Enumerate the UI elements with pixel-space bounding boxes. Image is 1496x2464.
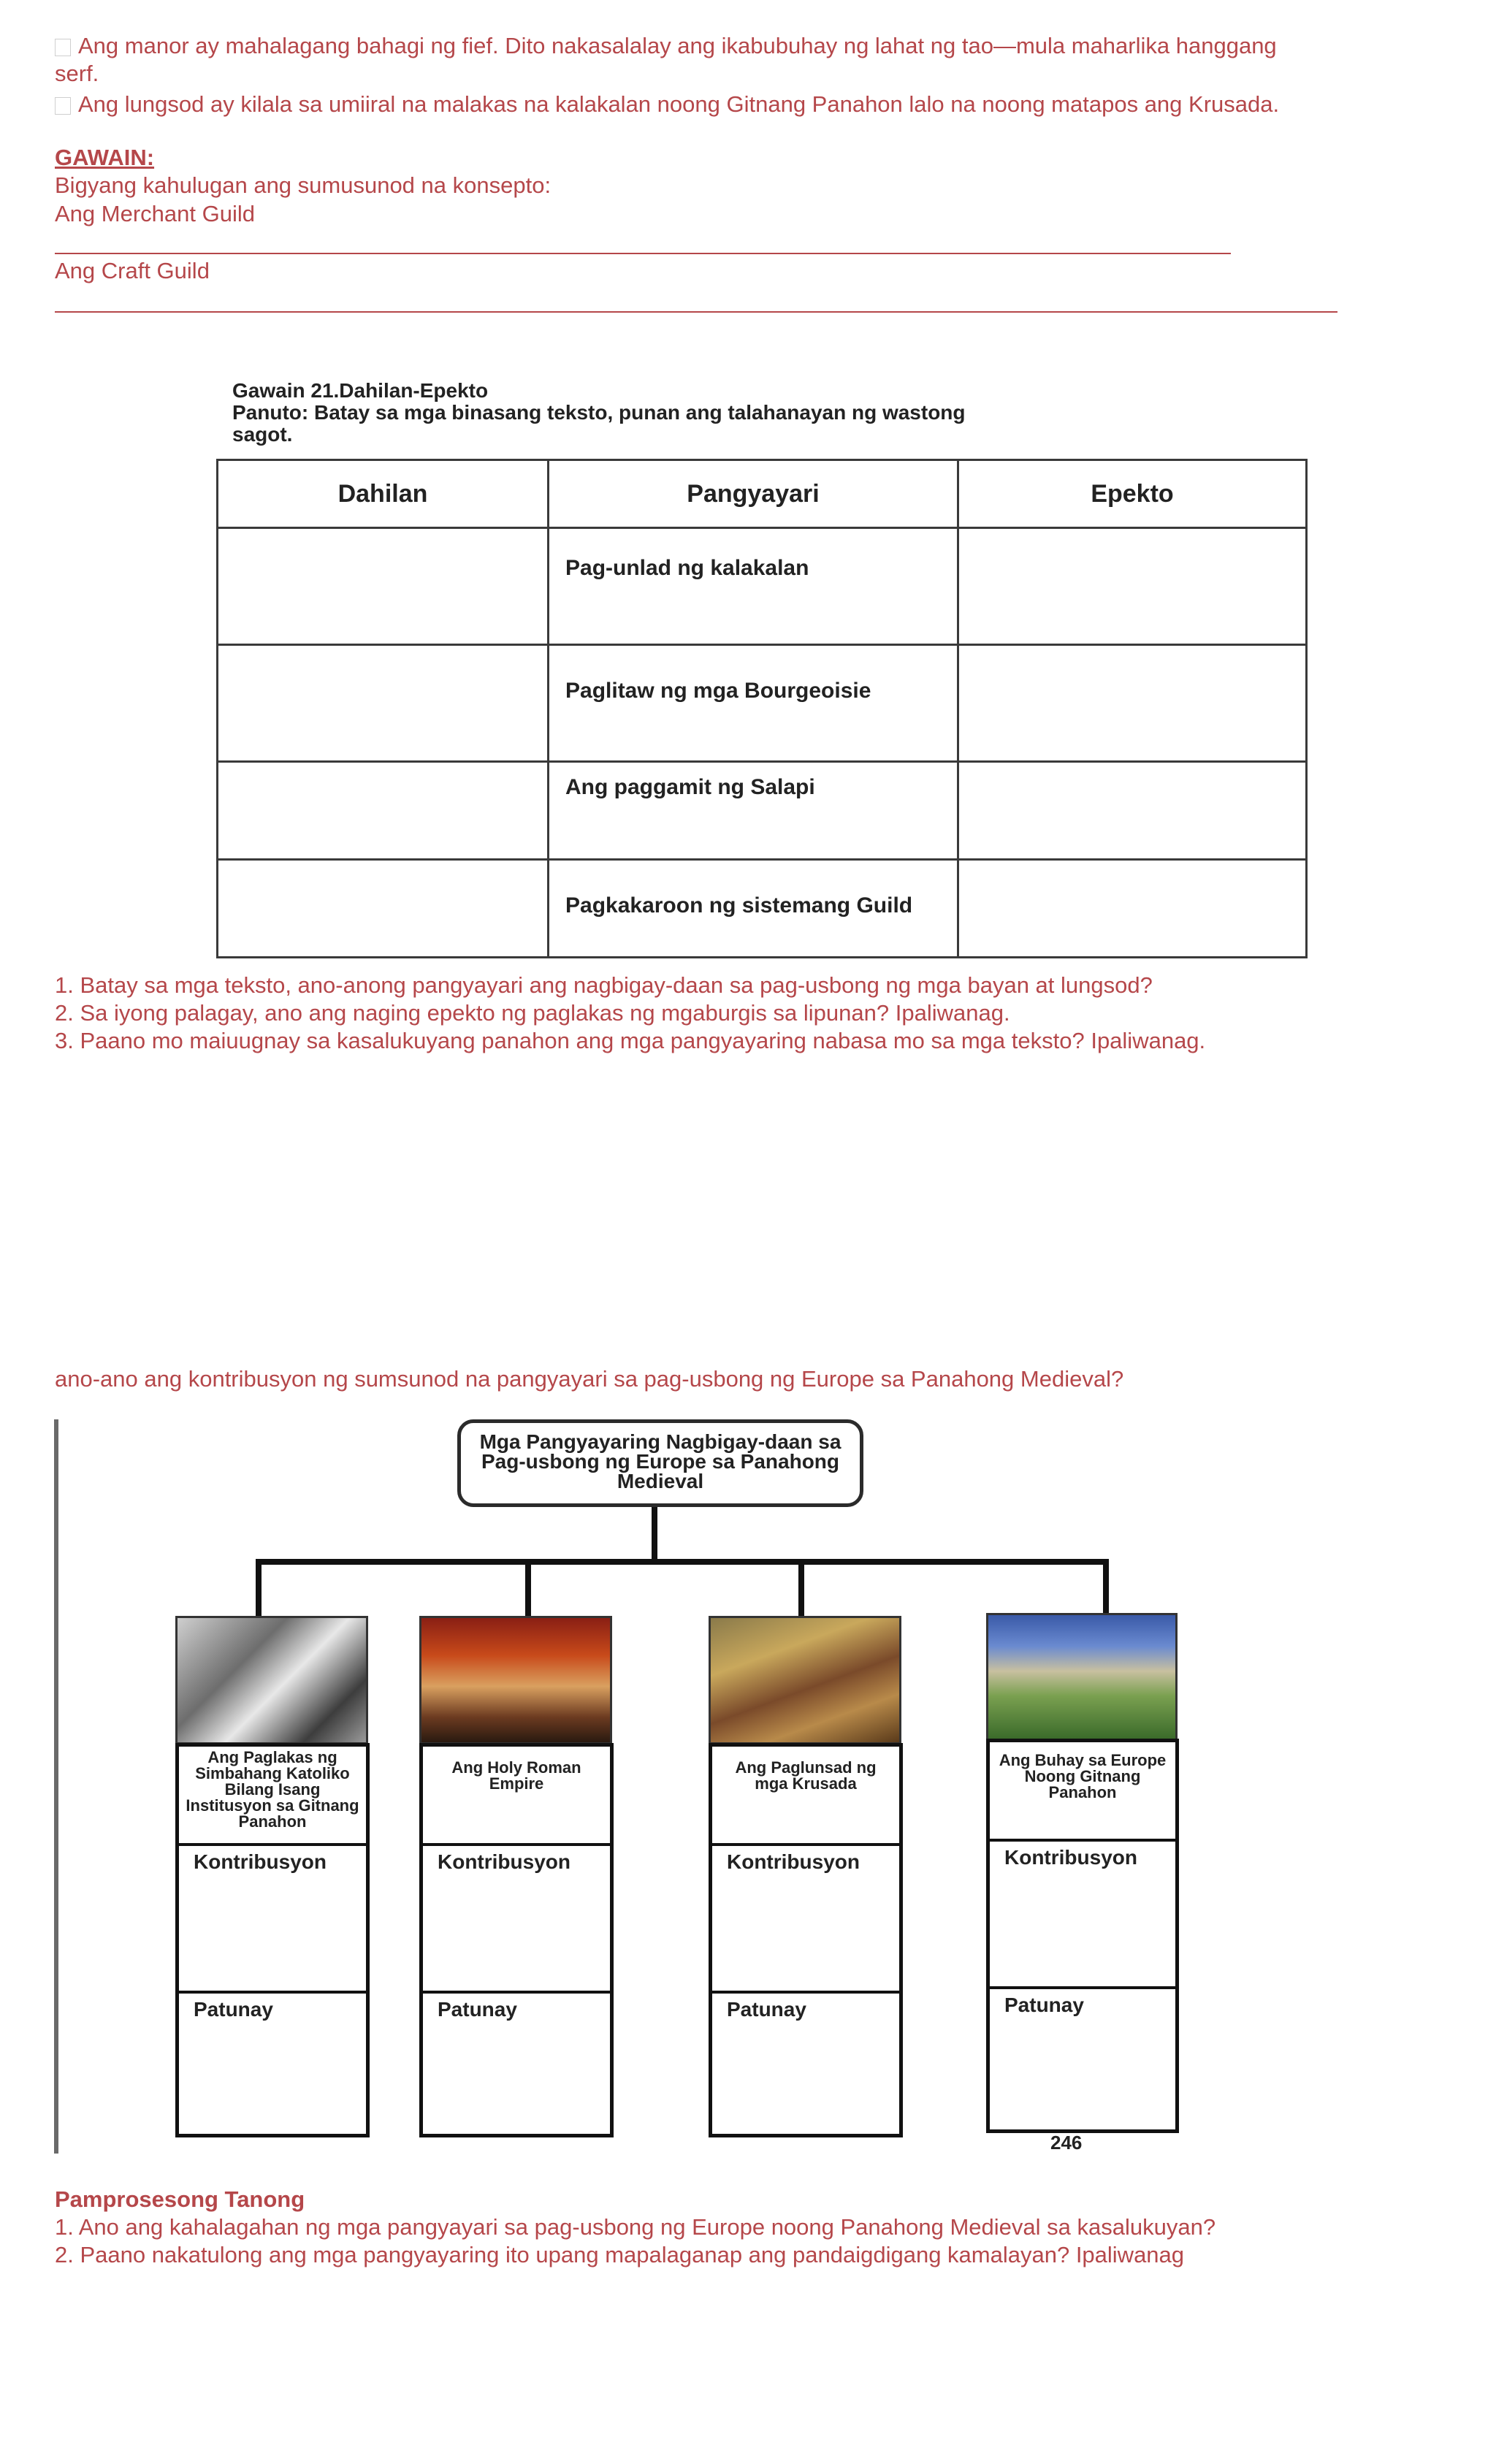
pangyayari-cell: Pag-unlad ng kalakalan — [549, 528, 958, 645]
dahilan-cell[interactable] — [218, 860, 549, 958]
question-1: 1. Batay sa mga teksto, ano-anong pangyayari ang nagbigay-daan sa pag-usbong ng mga bayan at lungsod? — [55, 972, 1153, 998]
header-epekto: Epekto — [958, 460, 1307, 528]
patunay-label: Patunay — [727, 1998, 806, 2021]
worksheet-title: Gawain 21.Dahilan-Epekto Panuto: Batay sa mga binasang teksto, punan ang talahanayan ng wastong sagot. — [232, 379, 966, 446]
epekto-cell[interactable] — [958, 762, 1307, 860]
bullet-manor-cont: serf. — [55, 61, 99, 86]
connector-drop — [1103, 1559, 1109, 1617]
pangyayari-cell: Pagkakaroon ng sistemang Guild — [549, 860, 958, 958]
patunay-label: Patunay — [194, 1998, 273, 2021]
page-number: 246 — [1050, 2132, 1083, 2154]
connector-bar — [256, 1559, 1109, 1565]
table-header-row — [218, 460, 1307, 528]
bullet-manor: Ang manor ay mahalagang bahagi ng fief. Dito nakasalalay ang ikabubuhay ng lahat ng tao—mula maharlika hanggang — [55, 32, 1277, 59]
kontribusyon-label: Kontribusyon — [727, 1850, 860, 1873]
question-3: 3. Paano mo maiuugnay sa kasalukuyang panahon ang mga pangyayaring nabasa mo sa mga teksto? Ipaliwanag. — [55, 1028, 1206, 1053]
concept-craft-guild: Ang Craft Guild — [55, 258, 210, 283]
kontribusyon-label: Kontribusyon — [438, 1850, 570, 1873]
column-title: Ang Paglakas ng Simbahang Katoliko Bilang Isang Institusyon sa Gitnang Panahon — [186, 1748, 359, 1831]
connector-drop — [256, 1559, 262, 1617]
cause-effect-table — [216, 459, 1308, 958]
pamprosesong-q2: 2. Paano nakatulong ang mga pangyayaring ito upang mapalaganap ang pandaigdigang kamalayan? Ipaliwanag — [55, 2242, 1185, 2267]
column-card — [419, 1743, 614, 2137]
answer-line-merchant — [55, 253, 1231, 254]
diagram-root-box: Mga Pangyayaring Nagbigay-daan sa Pag-usbong ng Europe sa Panahong Medieval — [457, 1419, 863, 1507]
kontribusyon-label: Kontribusyon — [194, 1850, 327, 1873]
connector-drop — [798, 1559, 804, 1617]
table-row — [218, 645, 1307, 762]
emperor-portrait-image — [419, 1616, 612, 1744]
pamprosesong-heading: Pamprosesong Tanong — [55, 2186, 305, 2212]
epekto-cell[interactable] — [958, 645, 1307, 762]
gawain-heading: GAWAIN: — [55, 145, 155, 170]
answer-line-craft — [55, 311, 1337, 313]
patunay-label: Patunay — [438, 1998, 517, 2021]
header-dahilan: Dahilan — [218, 460, 549, 528]
column-card — [986, 1739, 1179, 2133]
concept-merchant-guild: Ang Merchant Guild — [55, 201, 255, 226]
pangyayari-cell: Ang paggamit ng Salapi — [549, 762, 958, 860]
divider-bar — [54, 1419, 58, 2154]
dahilan-cell[interactable] — [218, 528, 549, 645]
bullet-icon — [55, 97, 71, 115]
header-pangyayari: Pangyayari — [549, 460, 958, 528]
column-card — [709, 1743, 903, 2137]
church-painting-image — [175, 1616, 368, 1744]
table-row — [218, 762, 1307, 860]
diagram-prompt: ano-ano ang kontribusyon ng sumsunod na pangyayari sa pag-usbong ng Europe sa Panahong Medieval? — [55, 1366, 1124, 1392]
connector-trunk — [652, 1507, 657, 1561]
column-title: Ang Paglunsad ng mga Krusada — [735, 1758, 877, 1793]
kontribusyon-label: Kontribusyon — [1004, 1846, 1137, 1869]
gawain-instruction: Bigyang kahulugan ang sumusunod na konsepto: — [55, 172, 552, 198]
table-row — [218, 860, 1307, 958]
epekto-cell[interactable] — [958, 860, 1307, 958]
patunay-label: Patunay — [1004, 1994, 1084, 2016]
column-card — [175, 1743, 370, 2137]
table-row — [218, 528, 1307, 645]
question-2: 2. Sa iyong palagay, ano ang naging epekto ng paglakas ng mgaburgis sa lipunan? Ipaliwanag. — [55, 1000, 1010, 1026]
crusade-battle-image — [709, 1616, 901, 1744]
column-title: Ang Holy Roman Empire — [451, 1758, 581, 1793]
medieval-fields-image — [986, 1613, 1178, 1742]
connector-drop — [525, 1559, 531, 1617]
bullet-lungsod: Ang lungsod ay kilala sa umiiral na malakas na kalakalan noong Gitnang Panahon lalo na noong matapos ang Krusada. — [55, 91, 1279, 118]
column-title: Ang Buhay sa Europe Noong Gitnang Panahon — [999, 1751, 1167, 1801]
dahilan-cell[interactable] — [218, 762, 549, 860]
dahilan-cell[interactable] — [218, 645, 549, 762]
pamprosesong-q1: 1. Ano ang kahalagahan ng mga pangyayari sa pag-usbong ng Europe noong Panahong Medieval sa kasalukuyan? — [55, 2214, 1216, 2240]
epekto-cell[interactable] — [958, 528, 1307, 645]
bullet-icon — [55, 39, 71, 56]
pangyayari-cell: Paglitaw ng mga Bourgeoisie — [549, 645, 958, 762]
